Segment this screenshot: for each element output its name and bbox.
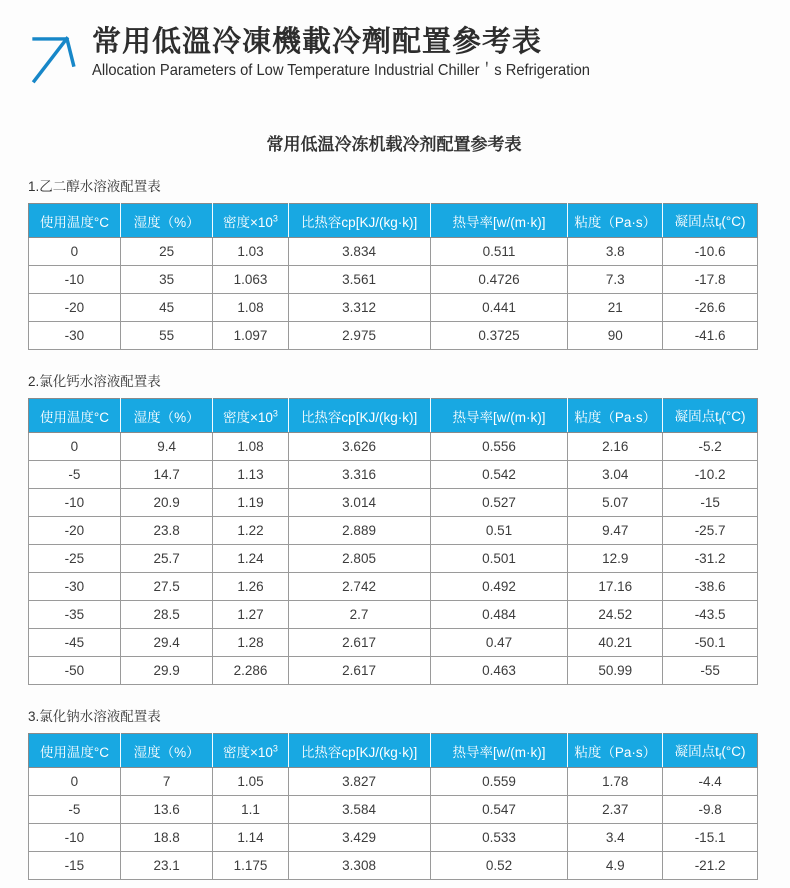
column-header: 使用温度°C xyxy=(29,204,121,238)
brand-text xyxy=(92,26,633,81)
table-cell: 50.99 xyxy=(568,657,663,685)
table-cell: 3.312 xyxy=(288,294,430,322)
column-header: 热导率[w/(m·k)] xyxy=(430,399,568,433)
table-cell: -50 xyxy=(29,657,121,685)
table-row xyxy=(29,852,758,880)
table-cell: 12.9 xyxy=(568,545,663,573)
table-cell: 0.463 xyxy=(430,657,568,685)
table-cell: 0 xyxy=(29,238,121,266)
table-cell: 1.13 xyxy=(213,461,288,489)
table-row xyxy=(29,796,758,824)
table-cell: 5.07 xyxy=(568,489,663,517)
column-header: 粘度（Pa·s） xyxy=(568,204,663,238)
column-header: 密度$\times 10^3$ xyxy=(213,204,288,238)
table-row xyxy=(29,489,758,517)
table-cell: 24.52 xyxy=(568,601,663,629)
table-cell: -25.7 xyxy=(663,517,758,545)
table-header-row xyxy=(29,399,758,433)
table-cell: 35 xyxy=(120,266,213,294)
table-cell: 3.834 xyxy=(288,238,430,266)
table-cell: 1.1 xyxy=(213,796,288,824)
table-cell: 1.063 xyxy=(213,266,288,294)
table-cell: 1.097 xyxy=(213,322,288,350)
table-cell: 3.561 xyxy=(288,266,430,294)
table-cell: 2.617 xyxy=(288,629,430,657)
sodium-chloride-solution-table xyxy=(28,733,758,880)
table-cell: 29.9 xyxy=(120,657,213,685)
table-cell: -5 xyxy=(29,461,121,489)
table-cell: 0.47 xyxy=(430,629,568,657)
column-header: 凝固点$t_f(^\circ C)$ xyxy=(663,399,758,433)
table-cell: -20 xyxy=(29,294,121,322)
table-row xyxy=(29,461,758,489)
table-cell: 0 xyxy=(29,433,121,461)
table-cell: -30 xyxy=(29,573,121,601)
column-header: 使用温度°C xyxy=(29,399,121,433)
table-cell: 1.03 xyxy=(213,238,288,266)
table-cell: 0.3725 xyxy=(430,322,568,350)
page-title: 常用低溫冷凍機載冷劑配置參考表 xyxy=(92,26,543,58)
table-row xyxy=(29,294,758,322)
table-cell: -15 xyxy=(663,489,758,517)
column-header: 密度$\times 10^3$ xyxy=(213,734,288,768)
table-cell: 0.484 xyxy=(430,601,568,629)
table-cell: 0.556 xyxy=(430,433,568,461)
table-cell: -10 xyxy=(29,266,121,294)
table-cell: 3.8 xyxy=(568,238,663,266)
table-cell: 45 xyxy=(120,294,213,322)
table-cell: 0.511 xyxy=(430,238,568,266)
table-cell: 7 xyxy=(120,768,213,796)
column-header: 密度$\times 10^3$ xyxy=(213,399,288,433)
table-cell: 3.626 xyxy=(288,433,430,461)
table-cell: 4.9 xyxy=(568,852,663,880)
column-header: 湿度（%） xyxy=(120,204,213,238)
table-cell: 3.584 xyxy=(288,796,430,824)
table-cell: -38.6 xyxy=(663,573,758,601)
table-cell: 0.441 xyxy=(430,294,568,322)
brand-header xyxy=(28,26,760,88)
column-header: 凝固点$t_f(^\circ C)$ xyxy=(663,204,758,238)
section-label: 2.氯化钙水溶液配置表 xyxy=(28,374,161,389)
table-cell: -5.2 xyxy=(663,433,758,461)
table-cell: 1.19 xyxy=(213,489,288,517)
table-cell: 7.3 xyxy=(568,266,663,294)
table-cell: 90 xyxy=(568,322,663,350)
column-header: 湿度（%） xyxy=(120,734,213,768)
table-cell: -55 xyxy=(663,657,758,685)
table-cell: -31.2 xyxy=(663,545,758,573)
page-subtitle: Allocation Parameters of Low Temperature Industrial Chiller＇s Refrigeration xyxy=(92,62,590,80)
table-cell: 2.805 xyxy=(288,545,430,573)
table-cell: -25 xyxy=(29,545,121,573)
column-header: 凝固点$t_f(^\circ C)$ xyxy=(663,734,758,768)
table-cell: 0.4726 xyxy=(430,266,568,294)
section-glycol xyxy=(28,175,760,350)
table-cell: -26.6 xyxy=(663,294,758,322)
table-cell: -10.6 xyxy=(663,238,758,266)
table-cell: 55 xyxy=(120,322,213,350)
column-header: 湿度（%） xyxy=(120,399,213,433)
table-cell: 1.28 xyxy=(213,629,288,657)
table-cell: 3.827 xyxy=(288,768,430,796)
table-cell: 3.014 xyxy=(288,489,430,517)
table-cell: 1.78 xyxy=(568,768,663,796)
table-row xyxy=(29,433,758,461)
table-row xyxy=(29,238,758,266)
column-header: 粘度（Pa·s） xyxy=(568,734,663,768)
table-cell: 1.175 xyxy=(213,852,288,880)
table-row xyxy=(29,824,758,852)
table-cell: 0.547 xyxy=(430,796,568,824)
table-cell: 40.21 xyxy=(568,629,663,657)
table-cell: -17.8 xyxy=(663,266,758,294)
table-row xyxy=(29,573,758,601)
table-cell: -10 xyxy=(29,824,121,852)
table-cell: -20 xyxy=(29,517,121,545)
table-cell: 2.286 xyxy=(213,657,288,685)
table-cell: 1.14 xyxy=(213,824,288,852)
table-cell: 23.8 xyxy=(120,517,213,545)
table-cell: 21 xyxy=(568,294,663,322)
table-cell: 27.5 xyxy=(120,573,213,601)
table-cell: 0.501 xyxy=(430,545,568,573)
table-cell: 0.559 xyxy=(430,768,568,796)
table-cell: -45 xyxy=(29,629,121,657)
table-cell: 17.16 xyxy=(568,573,663,601)
table-cell: -50.1 xyxy=(663,629,758,657)
table-cell: -5 xyxy=(29,796,121,824)
table-cell: 25.7 xyxy=(120,545,213,573)
table-cell: 28.5 xyxy=(120,601,213,629)
table-cell: 1.08 xyxy=(213,433,288,461)
table-cell: -9.8 xyxy=(663,796,758,824)
section-label: 1.乙二醇水溶液配置表 xyxy=(28,179,161,194)
table-cell: 2.975 xyxy=(288,322,430,350)
table-row xyxy=(29,657,758,685)
table-cell: 1.26 xyxy=(213,573,288,601)
table-cell: 2.889 xyxy=(288,517,430,545)
table-row xyxy=(29,768,758,796)
column-header: 粘度（Pa·s） xyxy=(568,399,663,433)
table-cell: 0.527 xyxy=(430,489,568,517)
table-cell: 2.16 xyxy=(568,433,663,461)
table-cell: 1.27 xyxy=(213,601,288,629)
table-cell: 1.05 xyxy=(213,768,288,796)
table-header-row xyxy=(29,734,758,768)
table-cell: 1.08 xyxy=(213,294,288,322)
table-cell: 18.8 xyxy=(120,824,213,852)
glycol-solution-table xyxy=(28,203,758,350)
table-row xyxy=(29,545,758,573)
table-cell: -30 xyxy=(29,322,121,350)
table-cell: -15.1 xyxy=(663,824,758,852)
table-cell: 3.4 xyxy=(568,824,663,852)
table-header-row xyxy=(29,204,758,238)
table-cell: 2.7 xyxy=(288,601,430,629)
column-header: 使用温度°C xyxy=(29,734,121,768)
table-cell: 20.9 xyxy=(120,489,213,517)
table-cell: 2.617 xyxy=(288,657,430,685)
table-cell: 29.4 xyxy=(120,629,213,657)
table-cell: -4.4 xyxy=(663,768,758,796)
table-cell: 3.308 xyxy=(288,852,430,880)
table-cell: 9.4 xyxy=(120,433,213,461)
column-header: 比热容cp[KJ/(kg·k)] xyxy=(288,734,430,768)
table-cell: 3.429 xyxy=(288,824,430,852)
table-cell: 0 xyxy=(29,768,121,796)
table-row xyxy=(29,266,758,294)
table-cell: 25 xyxy=(120,238,213,266)
column-header: 比热容cp[KJ/(kg·k)] xyxy=(288,204,430,238)
table-row xyxy=(29,629,758,657)
table-cell: 13.6 xyxy=(120,796,213,824)
table-cell: 2.37 xyxy=(568,796,663,824)
table-cell: 0.52 xyxy=(430,852,568,880)
table-cell: 2.742 xyxy=(288,573,430,601)
table-cell: -15 xyxy=(29,852,121,880)
column-header: 比热容cp[KJ/(kg·k)] xyxy=(288,399,430,433)
table-cell: 0.492 xyxy=(430,573,568,601)
arrow-up-right-icon xyxy=(28,28,80,88)
table-row xyxy=(29,322,758,350)
section-label: 3.氯化钠水溶液配置表 xyxy=(28,709,161,724)
section-calcium-chloride xyxy=(28,370,760,685)
document-title: 常用低温冷冻机载冷剂配置参考表 xyxy=(266,135,522,154)
column-header: 热导率[w/(m·k)] xyxy=(430,734,568,768)
table-cell: -43.5 xyxy=(663,601,758,629)
table-cell: 14.7 xyxy=(120,461,213,489)
table-cell: 3.316 xyxy=(288,461,430,489)
table-cell: -35 xyxy=(29,601,121,629)
column-header: 热导率[w/(m·k)] xyxy=(430,204,568,238)
table-cell: 0.542 xyxy=(430,461,568,489)
table-cell: -41.6 xyxy=(663,322,758,350)
calcium-chloride-solution-table xyxy=(28,398,758,685)
table-cell: -21.2 xyxy=(663,852,758,880)
table-cell: 1.24 xyxy=(213,545,288,573)
section-sodium-chloride xyxy=(28,705,760,880)
table-cell: 9.47 xyxy=(568,517,663,545)
table-cell: -10 xyxy=(29,489,121,517)
table-cell: 0.533 xyxy=(430,824,568,852)
table-cell: 1.22 xyxy=(213,517,288,545)
table-row xyxy=(29,517,758,545)
table-cell: 0.51 xyxy=(430,517,568,545)
table-cell: 23.1 xyxy=(120,852,213,880)
table-cell: 3.04 xyxy=(568,461,663,489)
table-cell: -10.2 xyxy=(663,461,758,489)
table-row xyxy=(29,601,758,629)
